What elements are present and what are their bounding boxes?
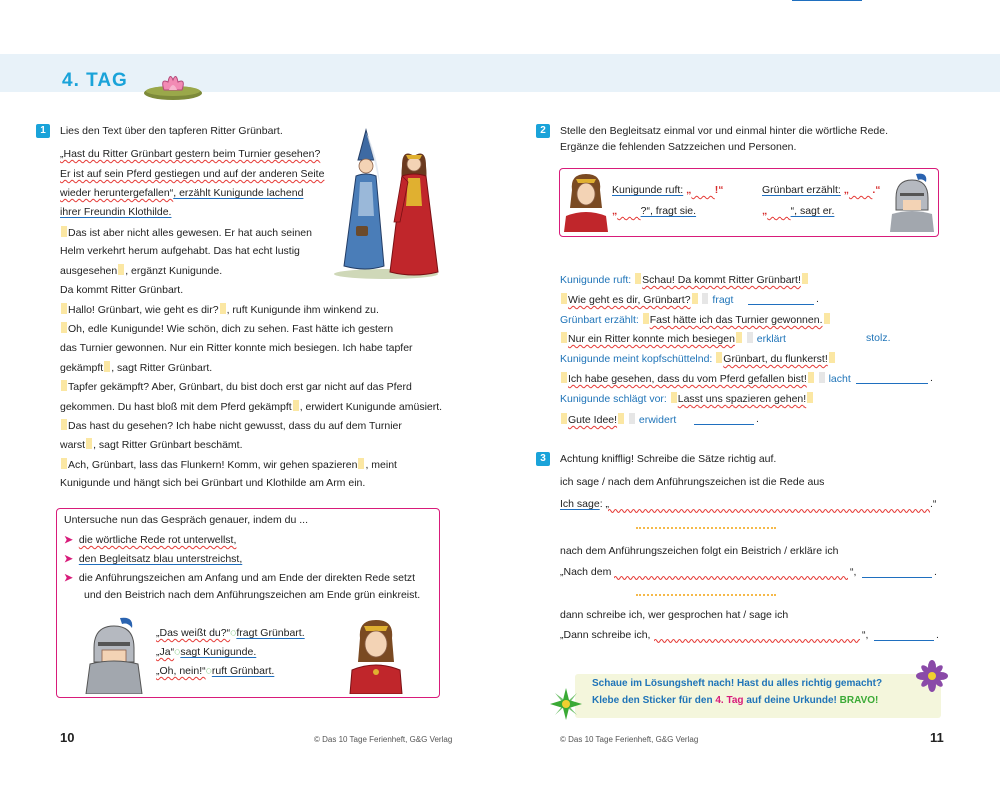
exercise-number-2: 2 bbox=[536, 124, 550, 138]
attribution-text: Kunigunde meint kopfschüttelnd: bbox=[560, 353, 713, 365]
story-line: , erzählt Kunigunde lachend bbox=[173, 187, 304, 199]
comma-circle-icon: ◌ bbox=[174, 646, 181, 658]
attribution-text: erklärt bbox=[756, 333, 786, 345]
sentence-prompt: nach dem Anführungszeichen folgt ein Beistrich / erkläre ich bbox=[560, 545, 839, 557]
highlight-mark bbox=[671, 392, 677, 403]
highlight-mark bbox=[635, 273, 641, 284]
speech-text: Lasst uns spazieren gehen! bbox=[677, 393, 807, 405]
quote-mark: „ bbox=[612, 205, 618, 217]
story-line: „Hast du Ritter Grünbart gestern beim Turnier gesehen? bbox=[60, 148, 321, 160]
story-line: , ergänzt Kunigunde. bbox=[125, 265, 223, 277]
highlight-mark bbox=[561, 413, 567, 424]
arrow-right-icon: ➤ bbox=[64, 553, 73, 565]
analysis-intro: Untersuche nun das Gespräch genauer, indem du ... bbox=[64, 514, 308, 526]
attribution-text: lacht bbox=[828, 373, 851, 385]
quote-mark: „ bbox=[686, 184, 692, 196]
story-line: Tapfer gekämpft? Aber, Grünbart, du bist doch erst gar nicht auf das Pferd bbox=[68, 381, 412, 393]
speech-text: Fast hätte ich das Turnier gewonnen. bbox=[649, 314, 823, 326]
highlight-mark bbox=[736, 332, 742, 343]
page-number-left: 10 bbox=[60, 730, 75, 745]
highlight-mark bbox=[808, 372, 814, 383]
sentence-start: „Nach dem bbox=[560, 566, 612, 578]
task-bullet: die Anführungszeichen am Anfang und am Ende der direkten Rede setzt bbox=[78, 572, 416, 584]
sentence-prompt: ich sage / nach dem Anführungszeichen ist die Rede aus bbox=[560, 476, 825, 488]
example-attribution: ruft Grünbart. bbox=[211, 665, 275, 677]
banner-line-2: Klebe den Sticker für den bbox=[592, 695, 713, 706]
banner-day: 4. Tag bbox=[715, 695, 744, 706]
attribution-text: Kunigunde ruft: bbox=[560, 274, 632, 286]
example-speech: „Oh, nein!“ bbox=[156, 665, 206, 677]
lady-illustration bbox=[346, 616, 406, 694]
highlight-mark bbox=[61, 322, 67, 333]
story-line: gekommen. Du hast bloß mit dem Pferd gekämpft bbox=[60, 401, 292, 413]
page-title: 4. TAG bbox=[62, 70, 128, 91]
attribution-text: Kunigunde schlägt vor: bbox=[560, 393, 667, 405]
story-line: Das hast du gesehen? Ich habe nicht gewusst, dass du auf dem Turnier bbox=[68, 420, 402, 432]
story-line: , erwidert Kunigunde amüsiert. bbox=[299, 401, 443, 413]
lady-portrait-icon bbox=[564, 172, 608, 232]
sentence-prompt: dann schreibe ich, wer gesprochen hat / sage ich bbox=[560, 609, 789, 621]
dotted-guide bbox=[636, 594, 776, 596]
banner-line-1: Schaue im Lösungsheft nach! Hast du alles richtig gemacht? bbox=[592, 678, 883, 689]
story-line: , sagt Ritter Grünbart beschämt. bbox=[93, 439, 243, 451]
comma-circle-icon: ◌ bbox=[230, 627, 237, 639]
example-attribution: Kunigunde ruft: bbox=[612, 184, 684, 196]
highlight-mark bbox=[61, 226, 67, 237]
highlight-mark bbox=[561, 332, 567, 343]
quote-mark: !“ bbox=[714, 184, 724, 196]
banner-line-2-end: auf deine Urkunde! bbox=[746, 695, 837, 706]
punctuation: “, bbox=[850, 566, 857, 578]
highlight-mark bbox=[358, 458, 364, 469]
wavy-answer-line[interactable] bbox=[608, 508, 930, 514]
sentence-start: „Dann schreibe ich, bbox=[560, 629, 651, 641]
grey-mark bbox=[702, 293, 708, 304]
exercise-number-3: 3 bbox=[536, 452, 550, 466]
highlight-mark bbox=[824, 313, 830, 324]
example-attribution: fragt Grünbart. bbox=[236, 627, 305, 639]
punctuation: : „ bbox=[599, 498, 610, 510]
wavy-answer-line[interactable] bbox=[654, 638, 860, 644]
story-line: das Turnier gewonnen. Nur ein Ritter konnte mich besiegen. Ich habe tapfer bbox=[60, 342, 413, 354]
quote-mark: „ bbox=[843, 184, 849, 196]
speech-text: Ich habe gesehen, dass du vom Pferd gefallen bist! bbox=[568, 373, 807, 385]
copyright-left: © Das 10 Tage Ferienheft, G&G Verlag bbox=[314, 735, 453, 744]
attribution-text: Ich sage bbox=[560, 498, 600, 510]
highlight-mark bbox=[86, 438, 92, 449]
page-number-right: 11 bbox=[930, 730, 944, 745]
wavy-placeholder bbox=[617, 205, 640, 217]
speech-text: Wie geht es dir, Grünbart? bbox=[568, 294, 691, 306]
exercise-2-instruction: Stelle den Begleitsatz einmal vor und einmal hinter die wörtliche Rede. bbox=[560, 125, 889, 137]
highlight-mark bbox=[807, 392, 813, 403]
dotted-guide bbox=[636, 527, 776, 529]
exercise-1-instruction: Lies den Text über den tapferen Ritter Grünbart. bbox=[60, 125, 283, 137]
punctuation: .“ bbox=[930, 498, 937, 510]
story-line: Ach, Grünbart, lass das Flunkern! Komm, wir gehen spazieren bbox=[68, 459, 358, 471]
story-line: Das ist aber nicht alles gewesen. Er hat auch seinen bbox=[68, 227, 312, 239]
story-line: , meint bbox=[365, 459, 397, 471]
story-line: Er ist auf sein Pferd gestiegen und auf der anderen Seite bbox=[60, 168, 325, 180]
story-line: ihrer Freundin Klothilde. bbox=[60, 206, 172, 218]
medieval-ladies-illustration bbox=[330, 126, 442, 280]
grey-mark bbox=[819, 372, 825, 383]
highlight-mark bbox=[829, 352, 835, 363]
quote-mark: .“ bbox=[872, 184, 881, 196]
highlight-mark bbox=[104, 361, 110, 372]
wavy-answer-line[interactable] bbox=[614, 575, 848, 581]
highlight-mark bbox=[61, 380, 67, 391]
story-line: Helm verkehrt herum aufgehabt. Das hat echt lustig bbox=[60, 245, 300, 257]
attribution-text: stolz. bbox=[866, 332, 891, 344]
exercise-2-instruction-2: Ergänze die fehlenden Satzzeichen und Personen. bbox=[560, 141, 797, 153]
wavy-placeholder bbox=[691, 184, 714, 196]
highlight-mark bbox=[293, 400, 299, 411]
highlight-mark bbox=[561, 372, 567, 383]
exercise-3-instruction: Achtung knifflig! Schreibe die Sätze richtig auf. bbox=[560, 453, 777, 465]
story-line: ausgesehen bbox=[60, 265, 118, 277]
highlight-mark bbox=[716, 352, 722, 363]
story-line: Oh, edle Kunigunde! Wie schön, dich zu sehen. Fast hätte ich gestern bbox=[68, 323, 394, 335]
example-box bbox=[559, 168, 939, 237]
highlight-mark bbox=[618, 413, 624, 424]
attribution-text: erwidert bbox=[638, 414, 677, 426]
arrow-right-icon: ➤ bbox=[64, 572, 73, 584]
speech-text: Gute Idee! bbox=[568, 414, 618, 426]
highlight-mark bbox=[118, 264, 124, 275]
exercise-number-1: 1 bbox=[36, 124, 50, 138]
task-bullet-continued: und den Beistrich nach dem Anführungszeichen am Ende grün einkreist. bbox=[84, 589, 421, 601]
story-line: , sagt Ritter Grünbart. bbox=[111, 362, 213, 374]
wavy-placeholder bbox=[767, 205, 790, 217]
example-attribution: Grünbart erzählt: bbox=[762, 184, 841, 196]
story-line: warst bbox=[60, 439, 86, 451]
story-line: Da kommt Ritter Grünbart. bbox=[60, 284, 184, 296]
answer-line[interactable] bbox=[874, 640, 934, 641]
example-speech: „Das weißt du?“ bbox=[156, 627, 231, 639]
knight-illustration bbox=[84, 614, 144, 694]
story-line: wieder heruntergefallen“ bbox=[60, 187, 174, 199]
example-speech: „Ja“ bbox=[156, 646, 175, 658]
task-bullet: die wörtliche Rede rot unterwellst, bbox=[78, 534, 237, 546]
punctuation: . bbox=[936, 629, 939, 641]
story-line: , ruft Kunigunde ihm winkend zu. bbox=[226, 304, 379, 316]
highlight-mark bbox=[802, 273, 808, 284]
example-attribution: ?“, fragt sie. bbox=[640, 205, 697, 217]
highlight-mark bbox=[61, 458, 67, 469]
highlight-mark bbox=[692, 293, 698, 304]
story-line: gekämpft bbox=[60, 362, 104, 374]
comma-circle-icon: ◌ bbox=[205, 665, 212, 677]
highlight-mark bbox=[561, 293, 567, 304]
knight-portrait-icon bbox=[890, 172, 934, 232]
speech-text: Grünbart, du flunkerst! bbox=[723, 353, 828, 365]
attribution-text: fragt bbox=[712, 294, 734, 306]
story-line: Kunigunde und hängt sich bei Grünbart und Klothilde am Arm ein. bbox=[60, 477, 366, 489]
highlight-mark bbox=[643, 313, 649, 324]
answer-line[interactable] bbox=[694, 424, 754, 425]
example-attribution: sagt Kunigunde. bbox=[180, 646, 257, 658]
highlight-mark bbox=[61, 303, 67, 314]
wavy-placeholder bbox=[849, 184, 872, 196]
water-lily-icon bbox=[142, 70, 204, 102]
speech-text: Nur ein Ritter konnte mich besiegen bbox=[568, 333, 735, 345]
arrow-right-icon: ➤ bbox=[64, 534, 73, 546]
grey-mark bbox=[629, 413, 635, 424]
copyright-right: © Das 10 Tage Ferienheft, G&G Verlag bbox=[560, 735, 699, 744]
highlight-mark bbox=[220, 303, 226, 314]
grey-mark bbox=[747, 332, 753, 343]
punctuation: . bbox=[934, 566, 937, 578]
answer-line[interactable] bbox=[792, 0, 862, 1]
answer-line[interactable] bbox=[856, 383, 928, 384]
highlight-mark bbox=[61, 419, 67, 430]
story-line: Hallo! Grünbart, wie geht es dir? bbox=[68, 304, 219, 316]
purple-flower-icon bbox=[916, 660, 948, 692]
task-bullet: den Begleitsatz blau unterstreichst, bbox=[78, 553, 243, 565]
quote-mark: „ bbox=[762, 205, 768, 217]
punctuation: “, bbox=[862, 629, 869, 641]
green-flower-icon bbox=[548, 686, 584, 722]
attribution-text: Grünbart erzählt: bbox=[560, 314, 639, 326]
answer-line[interactable] bbox=[862, 577, 932, 578]
banner-bravo: BRAVO! bbox=[839, 695, 879, 706]
answer-line[interactable] bbox=[748, 304, 814, 305]
example-attribution: “, sagt er. bbox=[790, 205, 835, 217]
speech-text: Schau! Da kommt Ritter Grünbart! bbox=[642, 274, 801, 286]
